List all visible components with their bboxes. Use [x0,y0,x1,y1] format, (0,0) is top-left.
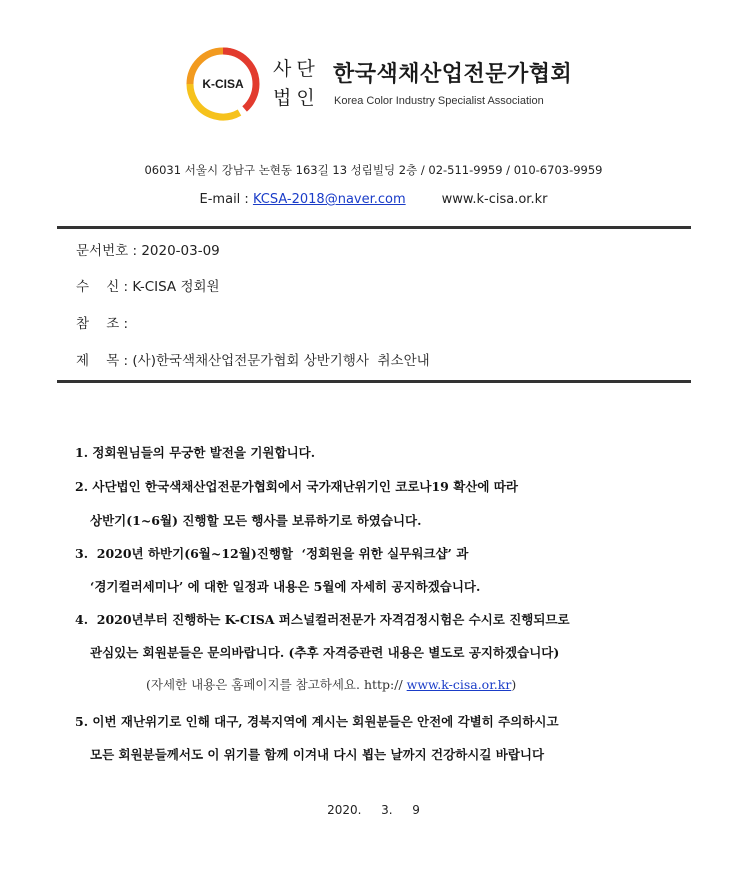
logo-text: K-CISA [202,77,244,91]
email-link[interactable]: KCSA-2018@naver.com [252,192,406,207]
note-prefix: (자세한 내용은 홈페이지를 참고하세요. http:// [146,677,407,692]
address-line: 06031 서울시 강남구 논현동 163길 13 성림빌딩 2층 / 02-511-9959 / 010-6703-9959 [144,163,603,177]
header-divider-top [57,226,691,229]
paragraph-5-line2: 모든 회원분들께서도 이 위기를 함께 이겨내 다시 뵙는 날까지 건강하시길 바랍니다 [90,747,545,762]
recipient-label: 수 신 : [76,279,129,295]
org-name-english: Korea Color Industry Specialist Association [334,95,544,107]
paragraph-2-line2: 상반기(1~6월) 진행할 모든 행사를 보류하기로 하였습니다. [90,513,422,528]
website-text: www.k-cisa.or.kr [441,192,548,207]
note-suffix: ) [511,677,517,692]
reference-row [76,312,128,332]
paragraph-2-line1: 2. 사단법인 한국색채산업전문가협회에서 국가재난위기인 코로나19 확산에 따라 [75,479,518,494]
paragraph-4-line1: 4. 2020년부터 진행하는 K-CISA 퍼스널컬러전문가 자격검정시험은 수시로 진행되므로 [75,612,570,627]
paragraph-1: 1. 정회원님들의 무궁한 발전을 기원합니다. [75,445,316,460]
recipient-row [76,275,220,295]
kcisa-logo [185,46,261,122]
header-divider-bottom [57,380,691,383]
homepage-note [146,675,516,693]
subject-row [76,349,430,369]
paragraph-5-line1: 5. 이번 재난위기로 인해 대구, 경북지역에 계시는 회원분들은 안전에 각별히 주의하시고 [75,714,559,729]
paragraph-3-line1: 3. 2020년 하반기(6월~12월)진행할 ‘정회원을 위한 실무워크샵’ 과 [75,546,469,561]
subject-label: 제 목 : [76,353,129,369]
subject-value: (사)한국색채산업전문가협회 상반기행사 취소안내 [132,353,430,369]
org-type-line2: 법인 [273,87,320,109]
document-date: 2020. 3. 9 [327,803,420,817]
recipient-value: K-CISA 정회원 [132,279,220,295]
paragraph-4-line2: 관심있는 회원분들은 문의바랍니다. (추후 자격증관련 내용은 별도로 공지하겠습니다) [90,645,560,660]
org-name: 한국색채산업전문가협회 [333,62,573,87]
org-type-line1: 사단 [273,58,320,80]
contact-line [0,192,747,207]
email-label: E-mail : [199,192,253,207]
reference-label: 참 조 : [76,316,129,332]
doc-number-row [76,239,220,259]
doc-number-label: 문서번호 : [76,243,138,259]
doc-number-value: 2020-03-09 [141,243,220,259]
homepage-link[interactable]: www.k-cisa.or.kr [406,677,512,692]
paragraph-3-line2: ‘경기컬러세미나’ 에 대한 일정과 내용은 5월에 자세히 공지하겠습니다. [90,579,481,594]
